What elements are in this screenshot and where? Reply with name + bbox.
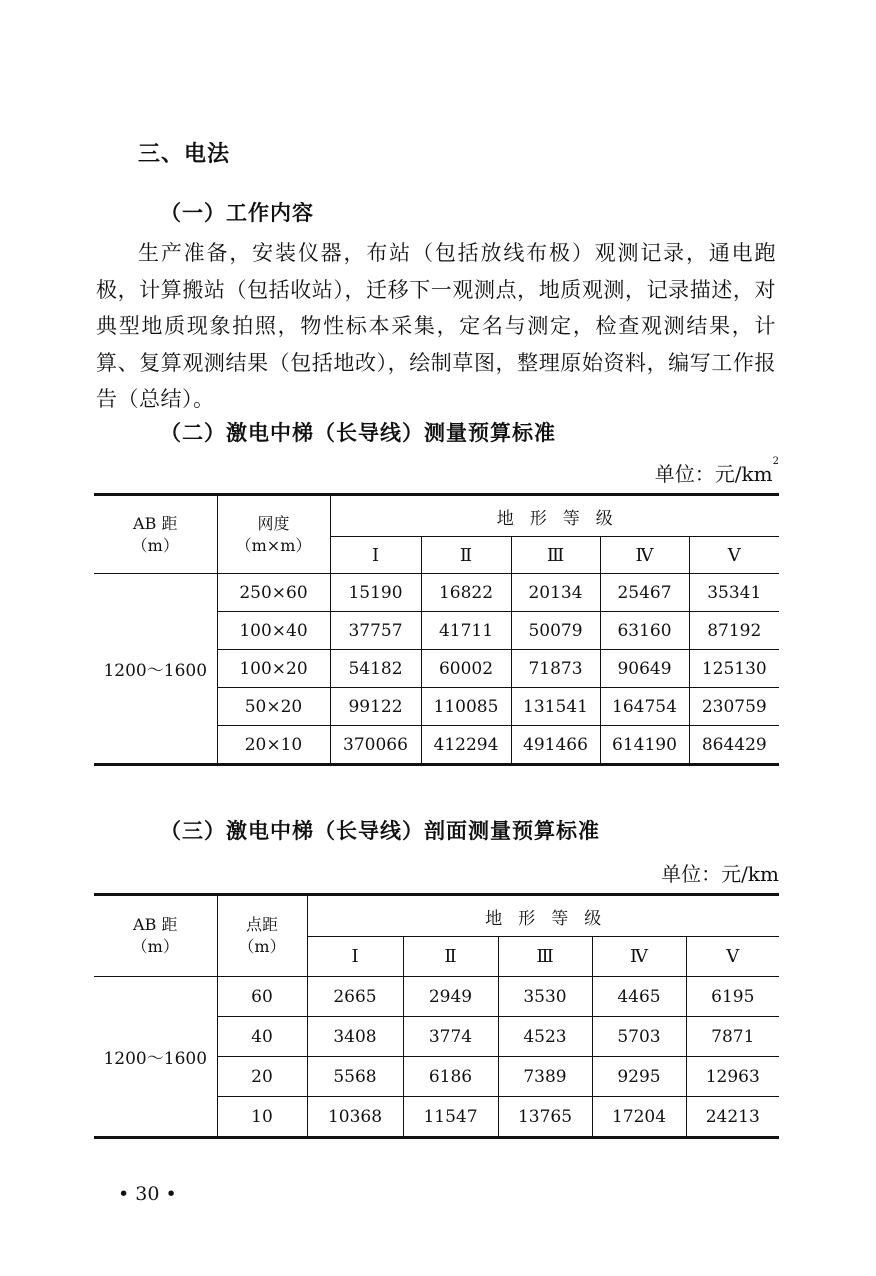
table1-survey-budget: [94, 493, 779, 766]
row-spec: 20: [217, 1057, 307, 1097]
cell-value: 370066: [330, 726, 421, 765]
row-spec: 60: [217, 977, 307, 1017]
cell-value: 60002: [421, 650, 511, 688]
cell-value: 230759: [689, 688, 779, 726]
header-grid-density: [217, 495, 330, 574]
header-pt-line1: 点距: [245, 915, 278, 934]
cell-value: 16822: [421, 574, 511, 612]
cell-value: 3774: [403, 1017, 498, 1057]
header-terrain-grade: 地形等级: [330, 495, 779, 537]
cell-value: 3408: [307, 1017, 403, 1057]
cell-value: 2949: [403, 977, 498, 1017]
table2-unit: 单位：元/km: [661, 862, 779, 886]
cell-value: 3530: [498, 977, 592, 1017]
header-grid-line1: 网度: [257, 513, 290, 533]
cell-value: 20134: [511, 574, 600, 612]
cell-value: 99122: [330, 688, 421, 726]
cell-value: 6186: [403, 1057, 498, 1097]
cell-value: 491466: [511, 726, 600, 765]
cell-value: 41711: [421, 612, 511, 650]
cell-value: 35341: [689, 574, 779, 612]
grade-header: Ⅰ: [330, 537, 421, 574]
header-grid-line2: （m×m）: [235, 535, 312, 555]
cell-value: 125130: [689, 650, 779, 688]
header-ab-line1: AB 距: [133, 513, 178, 533]
grade-header: Ⅱ: [403, 937, 498, 977]
grade-header: Ⅳ: [600, 537, 689, 574]
cell-value: 9295: [592, 1057, 686, 1097]
header-terrain-grade: 地形等级: [307, 895, 779, 937]
cell-value: 54182: [330, 650, 421, 688]
ab-distance-value: 1200～1600: [94, 977, 217, 1138]
cell-value: 12963: [686, 1057, 779, 1097]
ab-distance-value: 1200～1600: [94, 574, 217, 765]
header-ab-line1: AB 距: [133, 915, 178, 934]
work-content-paragraph: 生产准备，安装仪器，布站（包括放线布极）观测记录，通电跑极，计算搬站（包括收站），迁移下一观测点，地质观测，记录描述，对典型地质现象拍照，物性标本采集，定名与测定，检查观测结果，计算、复算观测结果（包括地改），绘制草图，整理原始资料，编写工作报告（总结）。: [96, 241, 776, 411]
grade-header: Ⅲ: [498, 937, 592, 977]
cell-value: 131541: [511, 688, 600, 726]
cell-value: 614190: [600, 726, 689, 765]
row-spec: 100×40: [217, 612, 330, 650]
table-row: [94, 977, 779, 1017]
grade-header: Ⅳ: [592, 937, 686, 977]
cell-value: 10368: [307, 1097, 403, 1138]
header-pt-line2: （m）: [238, 937, 286, 956]
cell-value: 87192: [689, 612, 779, 650]
table1-unit-text: 单位：元/km: [654, 462, 773, 486]
cell-value: 13765: [498, 1097, 592, 1138]
row-spec: 100×20: [217, 650, 330, 688]
cell-value: 864429: [689, 726, 779, 765]
cell-value: 164754: [600, 688, 689, 726]
cell-value: 5568: [307, 1057, 403, 1097]
cell-value: 63160: [600, 612, 689, 650]
cell-value: 11547: [403, 1097, 498, 1138]
cell-value: 412294: [421, 726, 511, 765]
grade-header: Ⅲ: [511, 537, 600, 574]
cell-value: 110085: [421, 688, 511, 726]
cell-value: 24213: [686, 1097, 779, 1138]
cell-value: 5703: [592, 1017, 686, 1057]
row-spec: 20×10: [217, 726, 330, 765]
page-number: • 30 •: [118, 1183, 177, 1205]
row-spec: 10: [217, 1097, 307, 1138]
cell-value: 71873: [511, 650, 600, 688]
table-row: [94, 574, 779, 612]
cell-value: 4523: [498, 1017, 592, 1057]
cell-value: 90649: [600, 650, 689, 688]
table1-title: （二）激电中梯（长导线）测量预算标准: [160, 420, 556, 445]
grade-header: Ⅴ: [686, 937, 779, 977]
section-title: 三、电法: [138, 141, 231, 167]
table2-profile-budget: [94, 893, 779, 1139]
cell-value: 7389: [498, 1057, 592, 1097]
header-ab-distance: [94, 895, 217, 977]
table2-title: （三）激电中梯（长导线）剖面测量预算标准: [160, 818, 600, 843]
table1-unit-superscript: 2: [772, 456, 779, 467]
grade-header: Ⅱ: [421, 537, 511, 574]
grade-header: Ⅰ: [307, 937, 403, 977]
cell-value: 50079: [511, 612, 600, 650]
cell-value: 25467: [600, 574, 689, 612]
grade-header: Ⅴ: [689, 537, 779, 574]
header-ab-line2: （m）: [131, 937, 179, 956]
cell-value: 17204: [592, 1097, 686, 1138]
cell-value: 4465: [592, 977, 686, 1017]
table1-unit: [655, 458, 779, 487]
header-point-spacing: [217, 895, 307, 977]
cell-value: 2665: [307, 977, 403, 1017]
header-ab-distance: [94, 495, 217, 574]
row-spec: 50×20: [217, 688, 330, 726]
subsection-title-work-content: （一）工作内容: [160, 200, 314, 225]
cell-value: 7871: [686, 1017, 779, 1057]
header-ab-line2: （m）: [131, 535, 179, 555]
row-spec: 40: [217, 1017, 307, 1057]
cell-value: 37757: [330, 612, 421, 650]
row-spec: 250×60: [217, 574, 330, 612]
cell-value: 15190: [330, 574, 421, 612]
cell-value: 6195: [686, 977, 779, 1017]
